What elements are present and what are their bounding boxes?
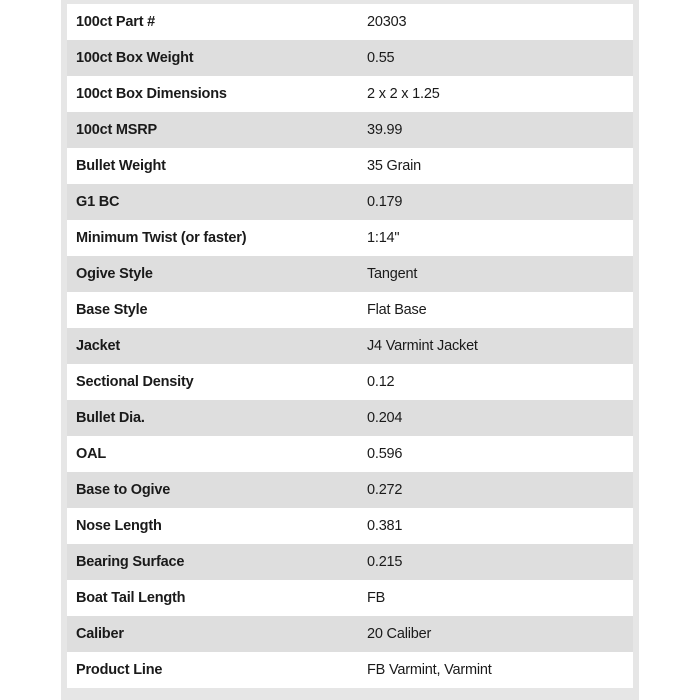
spec-value: 1:14" bbox=[350, 220, 633, 256]
spec-value: 20 Caliber bbox=[350, 616, 633, 652]
spec-label: G1 BC bbox=[67, 184, 350, 220]
spec-label: 100ct Box Dimensions bbox=[67, 76, 350, 112]
spec-value: 35 Grain bbox=[350, 148, 633, 184]
spec-label: Boat Tail Length bbox=[67, 580, 350, 616]
spec-value: 0.55 bbox=[350, 40, 633, 76]
spec-value: 0.179 bbox=[350, 184, 633, 220]
table-row bbox=[67, 40, 633, 76]
spec-value: FB bbox=[350, 580, 633, 616]
spec-label: Base Style bbox=[67, 292, 350, 328]
spec-label: Minimum Twist (or faster) bbox=[67, 220, 350, 256]
spec-value: FB Varmint, Varmint bbox=[350, 652, 633, 688]
table-row bbox=[67, 292, 633, 328]
spec-label: Bullet Weight bbox=[67, 148, 350, 184]
spec-panel bbox=[61, 0, 639, 700]
spec-value: 0.272 bbox=[350, 472, 633, 508]
spec-label: OAL bbox=[67, 436, 350, 472]
spec-value: Tangent bbox=[350, 256, 633, 292]
spec-label: Ogive Style bbox=[67, 256, 350, 292]
spec-table-body bbox=[67, 4, 633, 688]
spec-label: Base to Ogive bbox=[67, 472, 350, 508]
spec-label: Caliber bbox=[67, 616, 350, 652]
spec-label: Nose Length bbox=[67, 508, 350, 544]
spec-value: 39.99 bbox=[350, 112, 633, 148]
spec-label: 100ct Box Weight bbox=[67, 40, 350, 76]
spec-value: 2 x 2 x 1.25 bbox=[350, 76, 633, 112]
table-row bbox=[67, 184, 633, 220]
spec-value: J4 Varmint Jacket bbox=[350, 328, 633, 364]
table-row bbox=[67, 112, 633, 148]
table-row bbox=[67, 580, 633, 616]
spec-value: 0.12 bbox=[350, 364, 633, 400]
spec-label: 100ct MSRP bbox=[67, 112, 350, 148]
spec-value: Flat Base bbox=[350, 292, 633, 328]
spec-label: Sectional Density bbox=[67, 364, 350, 400]
spec-table bbox=[67, 4, 633, 688]
table-row bbox=[67, 256, 633, 292]
table-row bbox=[67, 4, 633, 40]
table-row bbox=[67, 544, 633, 580]
spec-label: Product Line bbox=[67, 652, 350, 688]
spec-value: 0.381 bbox=[350, 508, 633, 544]
spec-value: 0.204 bbox=[350, 400, 633, 436]
spec-label: Jacket bbox=[67, 328, 350, 364]
spec-value: 20303 bbox=[350, 4, 633, 40]
table-row bbox=[67, 148, 633, 184]
spec-value: 0.596 bbox=[350, 436, 633, 472]
table-row bbox=[67, 220, 633, 256]
table-row bbox=[67, 472, 633, 508]
spec-value: 0.215 bbox=[350, 544, 633, 580]
table-row bbox=[67, 652, 633, 688]
table-row bbox=[67, 508, 633, 544]
table-row bbox=[67, 364, 633, 400]
table-row bbox=[67, 76, 633, 112]
spec-label: 100ct Part # bbox=[67, 4, 350, 40]
table-row bbox=[67, 400, 633, 436]
table-row bbox=[67, 436, 633, 472]
spec-label: Bullet Dia. bbox=[67, 400, 350, 436]
spec-label: Bearing Surface bbox=[67, 544, 350, 580]
table-row bbox=[67, 616, 633, 652]
table-row bbox=[67, 328, 633, 364]
